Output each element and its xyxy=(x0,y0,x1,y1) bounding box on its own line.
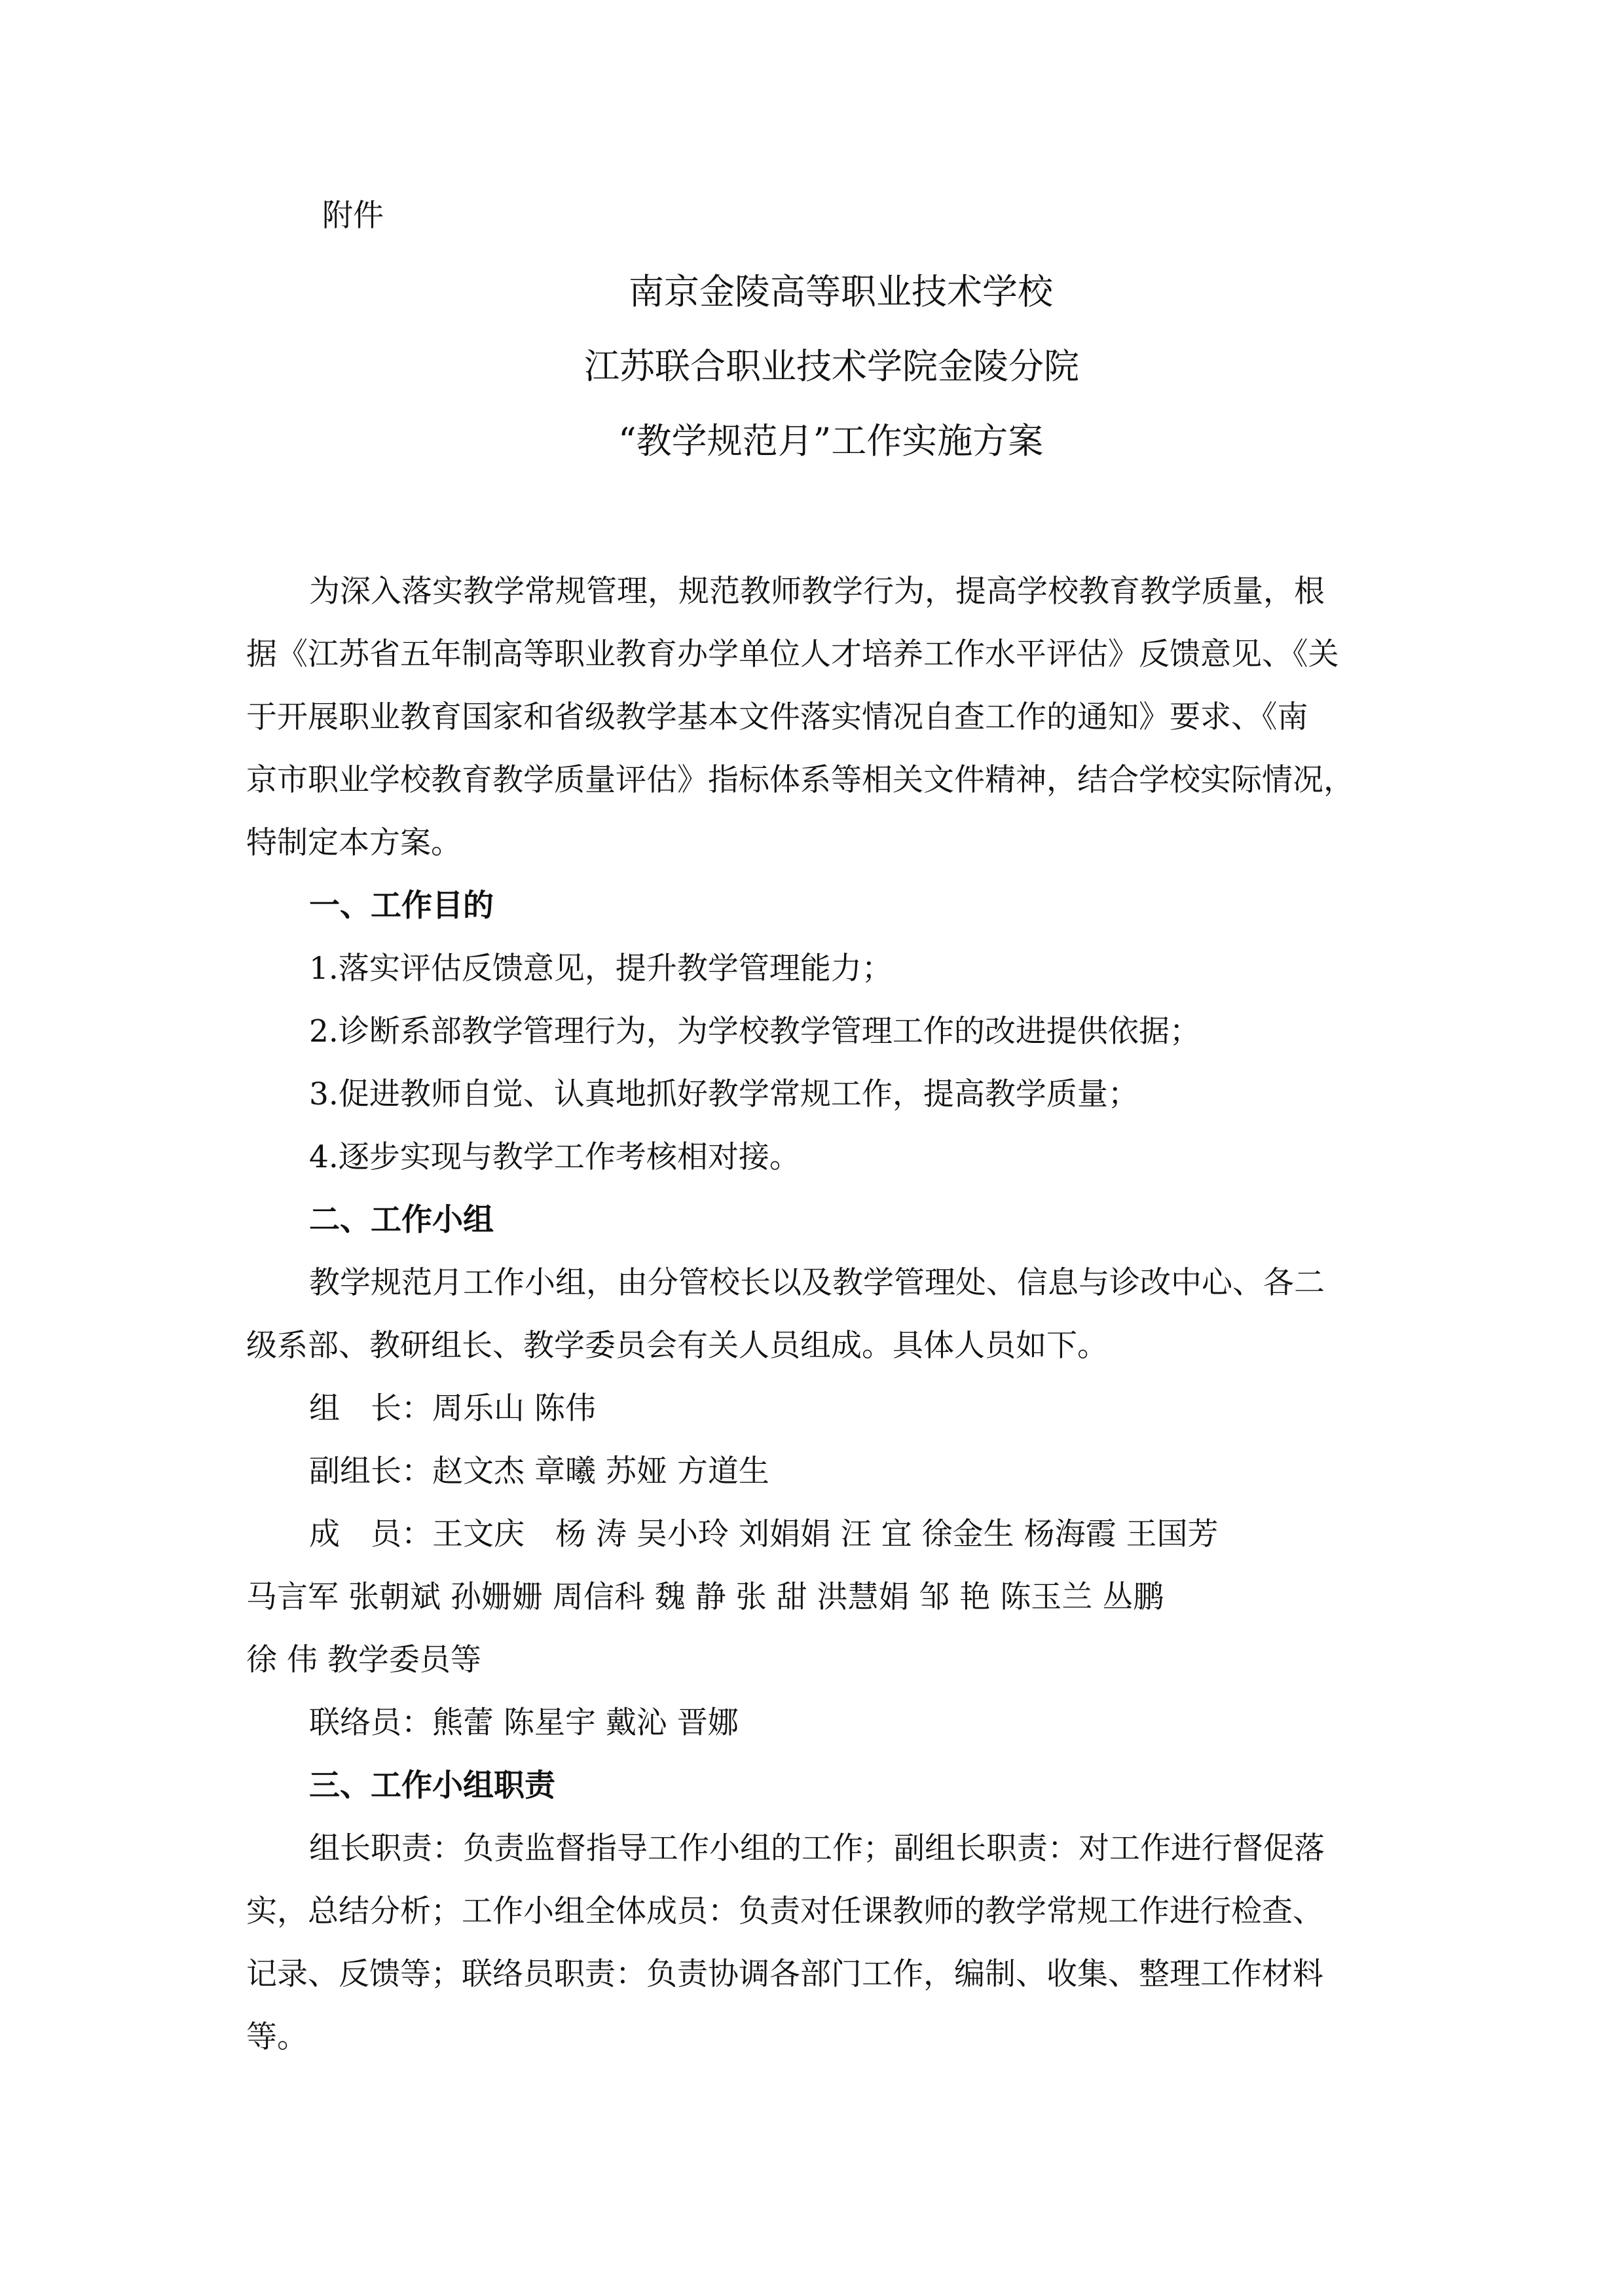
attachment-label: 附件 xyxy=(322,198,384,234)
team-members-line: 徐 伟 教学委员等 xyxy=(246,1642,481,1678)
purpose-item: 1.落实评估反馈意见，提升教学管理能力； xyxy=(309,951,893,987)
team-description-line: 级系部、教研组长、教学委员会有关人员组成。具体人员如下。 xyxy=(246,1328,1108,1364)
team-members-line: 马言军 张朝斌 孙姗姗 周信科 魏 静 张 甜 洪慧娟 邹 艳 陈玉兰 丛鹏 xyxy=(246,1579,1164,1615)
section-heading-duties: 三、工作小组职责 xyxy=(309,1768,555,1804)
purpose-item: 4.逐步实现与教学工作考核相对接。 xyxy=(309,1139,800,1175)
section-heading-team: 二、工作小组 xyxy=(309,1202,494,1238)
purpose-item: 2.诊断系部教学管理行为，为学校教学管理工作的改进提供依据； xyxy=(309,1013,1200,1049)
team-members-line: 成 员：王文庆 杨 涛 吴小玲 刘娟娟 汪 宜 徐金生 杨海霞 王国芳 xyxy=(309,1516,1219,1552)
title-line-2: 江苏联合职业技术学院金陵分院 xyxy=(584,346,1079,387)
team-liaison: 联络员：熊蕾 陈星宇 戴沁 晋娜 xyxy=(309,1705,739,1741)
intro-line: 为深入落实教学常规管理，规范教师教学行为，提高学校教育教学质量，根 xyxy=(309,574,1325,610)
section-heading-purpose: 一、工作目的 xyxy=(309,888,494,924)
team-leader: 组 长：周乐山 陈伟 xyxy=(309,1391,596,1427)
intro-line: 于开展职业教育国家和省级教学基本文件落实情况自查工作的通知》要求、《南 xyxy=(246,699,1308,735)
duties-line: 实，总结分析；工作小组全体成员：负责对任课教师的教学常规工作进行检查、 xyxy=(246,1893,1323,1929)
title-line-3: “教学规范月”工作实施方案 xyxy=(618,420,1044,462)
team-deputy-leaders: 副组长：赵文杰 章曦 苏娅 方道生 xyxy=(309,1453,769,1489)
duties-line: 等。 xyxy=(246,2019,308,2055)
intro-line: 据《江苏省五年制高等职业教育办学单位人才培养工作水平评估》反馈意见、《关 xyxy=(246,636,1339,672)
intro-line: 京市职业学校教育教学质量评估》指标体系等相关文件精神，结合学校实际情况， xyxy=(246,762,1354,798)
title-line-1: 南京金陵高等职业技术学校 xyxy=(629,271,1053,312)
purpose-item: 3.促进教师自觉、认真地抓好教学常规工作，提高教学质量； xyxy=(309,1076,1139,1112)
duties-line: 组长职责：负责监督指导工作小组的工作；副组长职责：对工作进行督促落 xyxy=(309,1831,1325,1867)
intro-line: 特制定本方案。 xyxy=(246,825,462,861)
team-description-line: 教学规范月工作小组，由分管校长以及教学管理处、信息与诊改中心、各二 xyxy=(309,1265,1325,1301)
duties-line: 记录、反馈等；联络员职责：负责协调各部门工作，编制、收集、整理工作材料 xyxy=(246,1956,1323,1992)
